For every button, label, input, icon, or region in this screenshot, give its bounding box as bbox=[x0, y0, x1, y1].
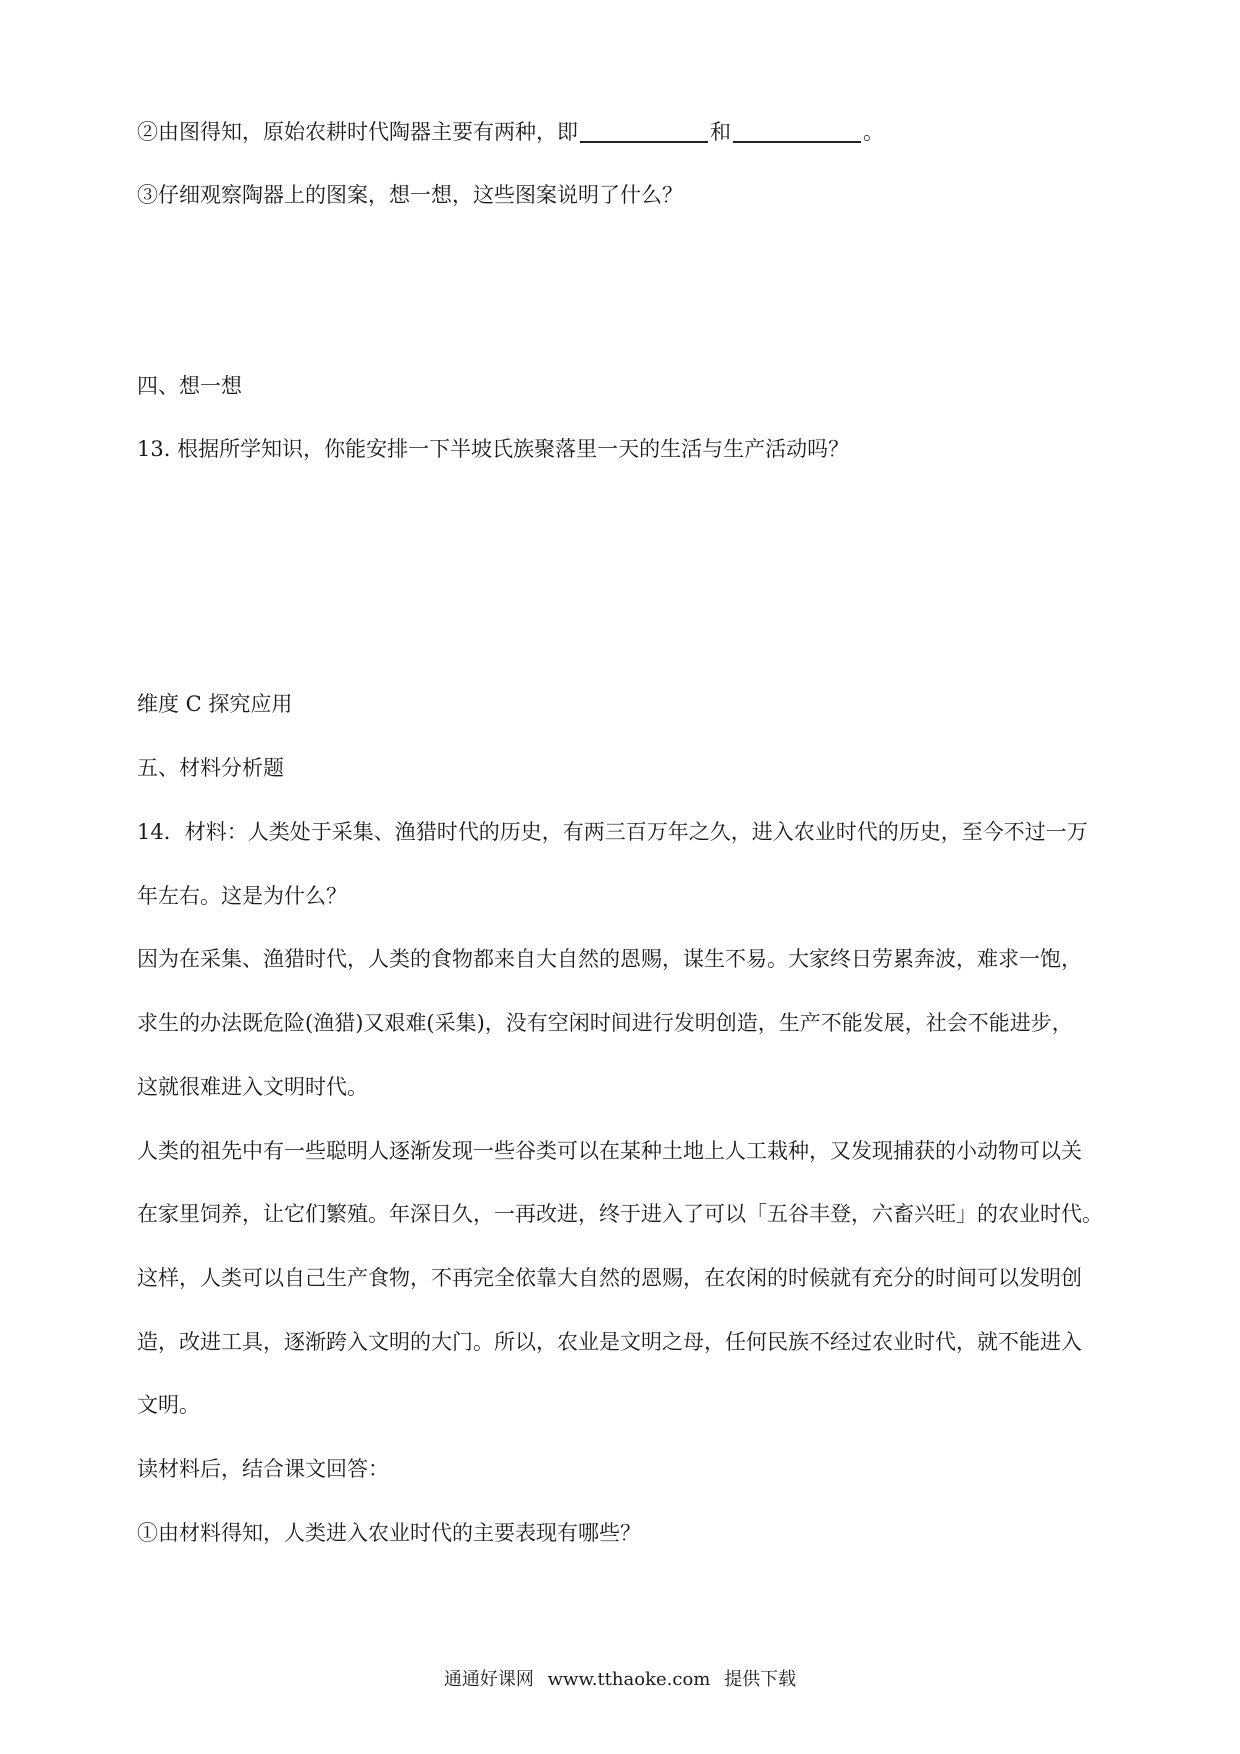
question-14-sub-1: ①由材料得知，人类进入农业时代的主要表现有哪些？ bbox=[137, 1521, 641, 1545]
answer-blank-2[interactable] bbox=[733, 121, 861, 143]
footer-url[interactable]: www.tthaoke.com bbox=[547, 1669, 711, 1690]
q12-part2-middle: 和 bbox=[710, 120, 731, 144]
question-13: 13. 根据所学知识，你能安排一下半坡氏族聚落里一天的生活与生产活动吗？ bbox=[137, 437, 850, 461]
material-paragraph-2-line: 造，改进工具，逐渐跨入文明的大门。所以，农业是文明之母，任何民族不经过农业时代，就不能进入 bbox=[137, 1330, 1082, 1354]
question-14-line: 14．材料：人类处于采集、渔猎时代的历史，有两三百万年之久，进入农业时代的历史，至今不过一万 bbox=[137, 820, 1088, 844]
footer-action: 提供下载 bbox=[724, 1669, 797, 1690]
page-footer bbox=[0, 1667, 1240, 1693]
material-paragraph-2-line: 这样，人类可以自己生产食物，不再完全依靠大自然的恩赐，在农闲的时候就有充分的时间可以发明创 bbox=[137, 1266, 1082, 1290]
question-14-line: 年左右。这是为什么？ bbox=[137, 884, 347, 908]
q12-part2-suffix: 。 bbox=[863, 120, 884, 144]
material-paragraph-1-line: 求生的办法既危险(渔猎)又艰难(采集)，没有空闲时间进行发明创造，生产不能发展，社会不能进步， bbox=[137, 1011, 1073, 1035]
material-paragraph-1-line: 这就很难进入文明时代。 bbox=[137, 1075, 368, 1099]
section-4-heading: 四、想一想 bbox=[137, 374, 242, 398]
material-paragraph-1-line: 因为在采集、渔猎时代，人类的食物都来自大自然的恩赐，谋生不易。大家终日劳累奔波，难求一饱， bbox=[137, 947, 1082, 971]
material-paragraph-2-line: 文明。 bbox=[137, 1393, 200, 1417]
section-5-heading: 五、材料分析题 bbox=[137, 756, 284, 780]
footer-site-name: 通通好课网 bbox=[443, 1669, 534, 1690]
material-paragraph-2-line: 人类的祖先中有一些聪明人逐渐发现一些谷类可以在某种土地上人工栽种，又发现捕获的小动物可以关 bbox=[137, 1139, 1082, 1163]
q12-part2-prefix: ②由图得知，原始农耕时代陶器主要有两种，即 bbox=[137, 120, 578, 144]
question-12-part-3: ③仔细观察陶器上的图案，想一想，这些图案说明了什么？ bbox=[137, 183, 683, 207]
question-12-part-2 bbox=[137, 117, 884, 147]
material-paragraph-2-line: 在家里饲养，让它们繁殖。年深日久，一再改进，终于进入了可以「五谷丰登，六畜兴旺」的农业时代。 bbox=[137, 1202, 1103, 1226]
dimension-c-heading: 维度 C 探究应用 bbox=[137, 692, 293, 716]
answer-blank-1[interactable] bbox=[580, 121, 708, 143]
reading-instruction: 读材料后，结合课文回答： bbox=[137, 1457, 389, 1481]
